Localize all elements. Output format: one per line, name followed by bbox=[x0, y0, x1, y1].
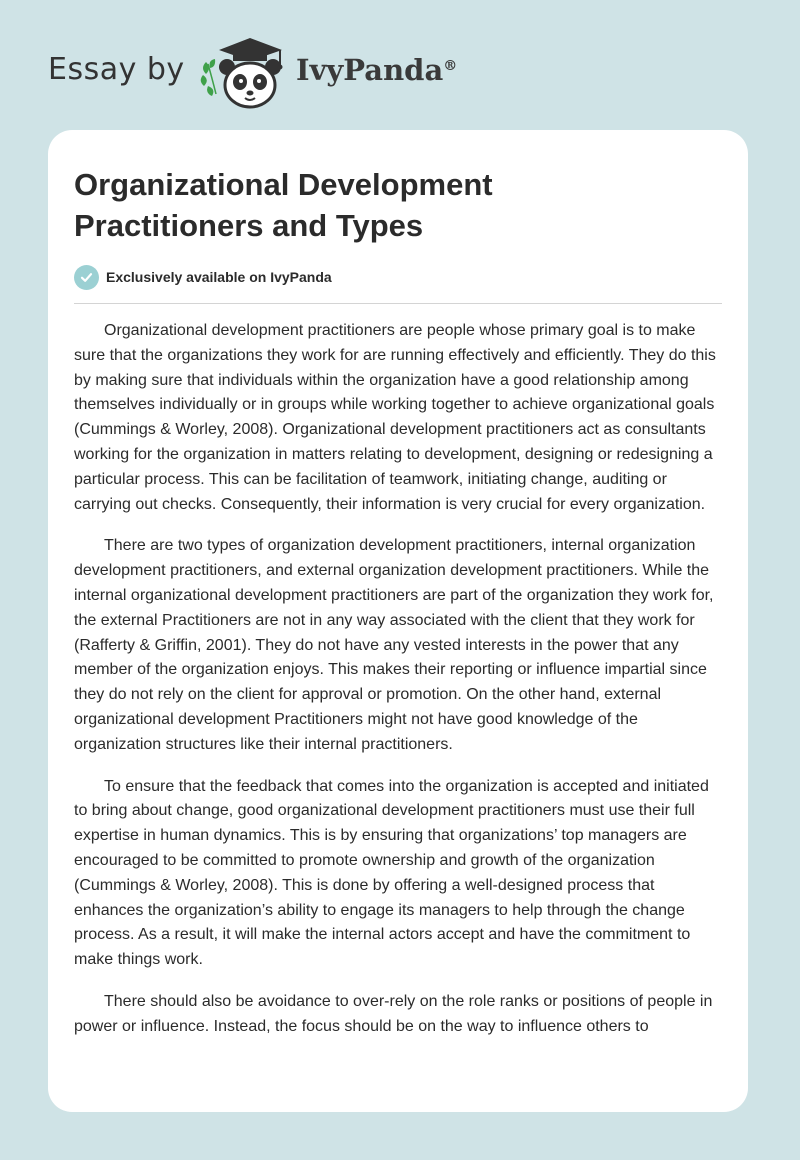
paragraph: There are two types of organization development practitioners, internal organization development practitioners, and external organization development practitioners. While the internal organizational development practitioners are part of the organization they work for, the external Practitioners are not in any way associated with the client that they work for (Rafferty & Griffin, 2001). They do not have any vested interests in the power that any member of the organization enjoys. This makes their reporting or influence impartial since they do not rely on the client for approval or promotion. On the other hand, external organizational development Practitioners might not have good knowledge of the organization structures like their internal practitioners. bbox=[74, 537, 714, 753]
paragraph: To ensure that the feedback that comes into the organization is accepted and initiated to bring about change, good organizational development practitioners must use their full expertise in human dynamics. This is by ensuring that organizations’ top managers are encouraged to be committed to promote ownership and growth of the organization (Cummings & Worley, 2008). This is done by offering a well-designed process that enhances the organization’s ability to engage its managers to help through the change process. As a result, it will make the internal actors accept and have the commitment to make things work. bbox=[74, 777, 709, 969]
exclusive-badge bbox=[74, 264, 332, 290]
badge-label: Exclusively available on IvyPanda bbox=[106, 269, 332, 285]
essay-body bbox=[74, 319, 724, 1057]
page-title: Organizational Development Practitioners and Types bbox=[74, 167, 493, 243]
paragraph: There should also be avoidance to over-rely on the role ranks or positions of people in power or influence. Instead, the focus should be on the way to influence others to bbox=[74, 992, 713, 1035]
brand-text: IvyPanda bbox=[296, 53, 444, 87]
divider bbox=[74, 303, 722, 304]
site-header bbox=[0, 0, 800, 130]
paragraph: Organizational development practitioners are people whose primary goal is to make sure that the organizations they work for are running effectively and efficiently. They do this by making sure that individuals within the organization have a good relationship among themselves individually or in groups while working together to achieve organizational goals (Cummings & Worley, 2008). Organizational development practitioners act as consultants working for the organization in matters relating to development, designing or redesigning a particular process. This can be facilitation of teamwork, initiating change, auditing or carrying out checks. Consequently, their information is very crucial for every organization. bbox=[74, 322, 716, 513]
essay-by-label: Essay by bbox=[48, 52, 185, 87]
registered-mark: ® bbox=[443, 58, 458, 74]
ivypanda-logo-icon[interactable] bbox=[200, 34, 290, 110]
brand-name[interactable] bbox=[296, 52, 457, 88]
essay-card bbox=[48, 130, 748, 1112]
check-icon bbox=[74, 265, 99, 290]
